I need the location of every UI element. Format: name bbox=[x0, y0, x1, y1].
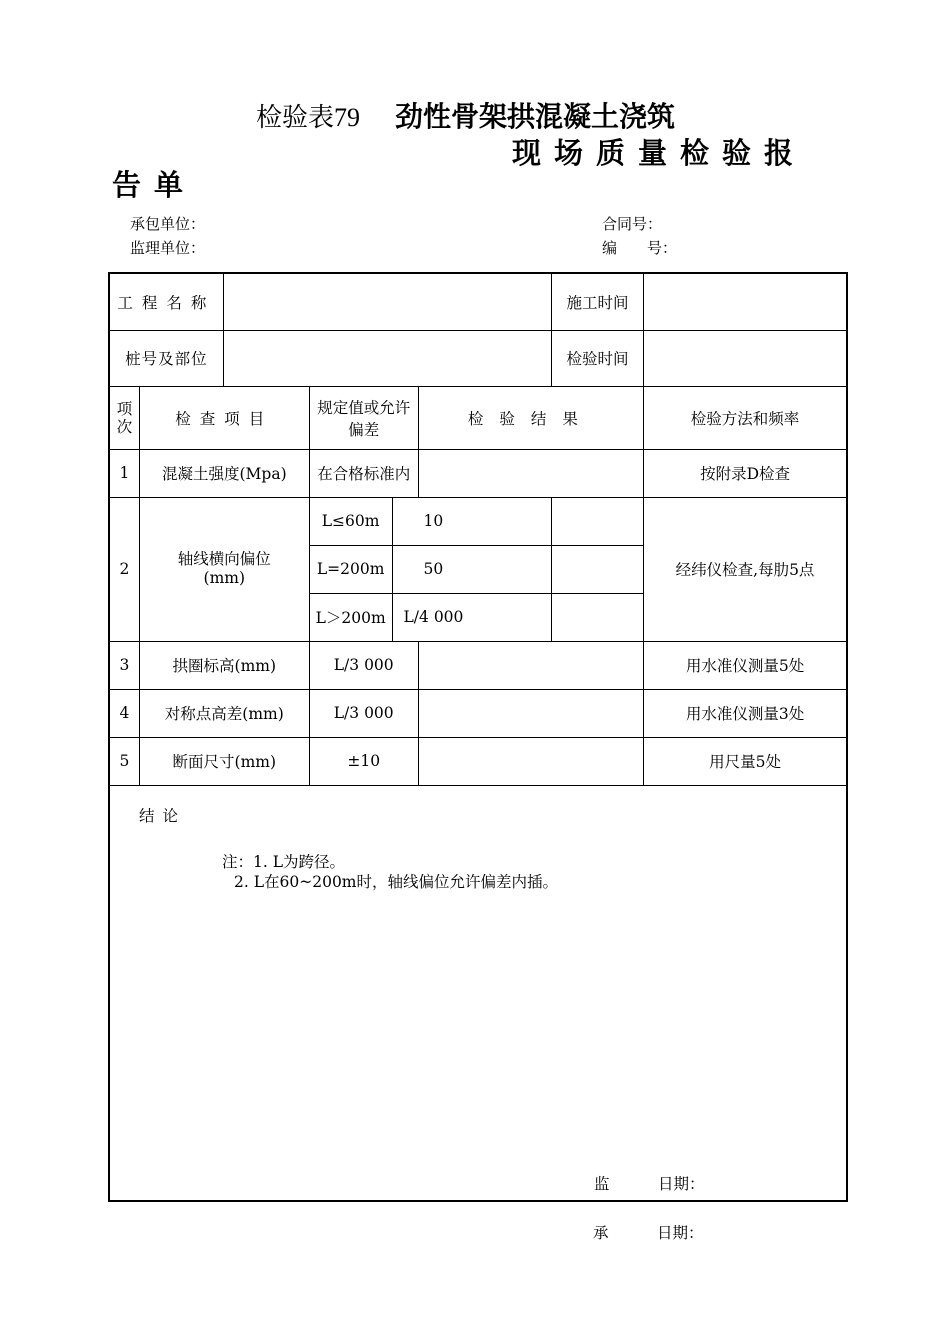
row-2-result-2[interactable] bbox=[551, 545, 643, 593]
contractor-signature-label: 承 bbox=[593, 1224, 609, 1242]
row-1-spec: 在合格标准内 bbox=[309, 449, 418, 497]
row-2-cond-3: L＞200m bbox=[309, 593, 392, 641]
form-title: 劲性骨架拱混凝土浇筑 bbox=[395, 100, 676, 133]
row-3-spec: L/3 000 bbox=[309, 641, 418, 689]
row-3-method: 用水准仪测量5处 bbox=[644, 641, 847, 689]
form-title-line2: 现场质量检验报 bbox=[512, 136, 807, 170]
row-2-result-1[interactable] bbox=[551, 497, 643, 545]
row-2-value-3: L/4 000 bbox=[392, 593, 551, 641]
row-5-method: 用尺量5处 bbox=[644, 737, 847, 785]
row-3-no: 3 bbox=[109, 641, 139, 689]
row-3-item: 拱圈标高(mm) bbox=[139, 641, 309, 689]
project-name-value[interactable] bbox=[223, 273, 551, 330]
row-1-no: 1 bbox=[109, 449, 139, 497]
row-2-cond-1: L≤60m bbox=[309, 497, 392, 545]
note-2: 2. L在60~200m时，轴线偏位允许偏差内插。 bbox=[234, 872, 559, 891]
station-value[interactable] bbox=[223, 330, 551, 386]
column-spec: 规定值或允许偏差 bbox=[309, 386, 418, 449]
row-4-result[interactable] bbox=[418, 689, 643, 737]
note-1: 注：1. L为跨径。 bbox=[222, 852, 346, 871]
row-1-method: 按附录D检查 bbox=[644, 449, 847, 497]
form-title-line3: 告单 bbox=[112, 168, 197, 202]
contract-number-label: 合同号： bbox=[602, 215, 663, 233]
construction-time-label: 施工时间 bbox=[551, 273, 643, 330]
contractor-label: 承包单位： bbox=[130, 215, 206, 233]
supervisor-signature-label: 监 bbox=[594, 1174, 610, 1193]
row-5-item: 断面尺寸(mm) bbox=[139, 737, 309, 785]
contractor-date-label: 日期： bbox=[657, 1224, 704, 1242]
supervisor-date-label: 日期： bbox=[658, 1174, 705, 1193]
row-2-method: 经纬仪检查,每肋5点 bbox=[644, 497, 847, 641]
row-2-cond-2: L=200m bbox=[309, 545, 392, 593]
form-number: 检验表79 bbox=[256, 103, 361, 132]
inspection-table bbox=[108, 272, 848, 1202]
conclusion-label: 结论 bbox=[139, 806, 187, 825]
row-5-result[interactable] bbox=[418, 737, 643, 785]
column-method: 检验方法和频率 bbox=[644, 386, 847, 449]
row-4-item: 对称点高差(mm) bbox=[139, 689, 309, 737]
row-2-item: 轴线横向偏位(mm) bbox=[139, 497, 309, 641]
row-1-item: 混凝土强度(Mpa) bbox=[139, 449, 309, 497]
serial-number-label: 编 号： bbox=[602, 239, 678, 257]
project-name-label: 工程名称 bbox=[109, 273, 223, 330]
row-1-result[interactable] bbox=[418, 449, 643, 497]
supervisor-label: 监理单位： bbox=[130, 239, 206, 257]
column-result: 检验结果 bbox=[418, 386, 643, 449]
column-check-item: 检查项目 bbox=[139, 386, 309, 449]
column-item-no: 项次 bbox=[109, 386, 139, 449]
row-3-result[interactable] bbox=[418, 641, 643, 689]
inspection-time-label: 检验时间 bbox=[551, 330, 643, 386]
construction-time-value[interactable] bbox=[644, 273, 847, 330]
row-4-spec: L/3 000 bbox=[309, 689, 418, 737]
row-2-value-2: 50 bbox=[392, 545, 551, 593]
inspection-time-value[interactable] bbox=[644, 330, 847, 386]
row-5-spec: ±10 bbox=[309, 737, 418, 785]
station-label: 桩号及部位 bbox=[109, 330, 223, 386]
row-4-no: 4 bbox=[109, 689, 139, 737]
row-5-no: 5 bbox=[109, 737, 139, 785]
row-2-no: 2 bbox=[109, 497, 139, 641]
row-4-method: 用水准仪测量3处 bbox=[644, 689, 847, 737]
conclusion-area[interactable] bbox=[109, 785, 847, 1201]
row-2-value-1: 10 bbox=[392, 497, 551, 545]
row-2-result-3[interactable] bbox=[551, 593, 643, 641]
